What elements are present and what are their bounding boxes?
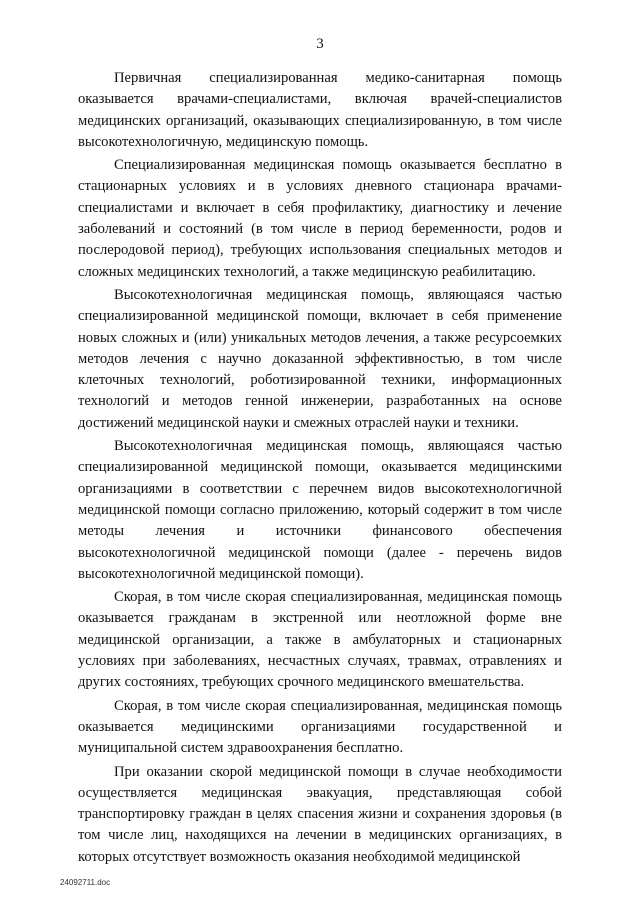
- paragraph-primary-care: Первичная специализированная медико-санитарная помощь оказывается врачами-специалистами, включая врачей-специалистов медицинских организаций, оказывающих специализированную, в том числе высокотехнологичную, медицинскую помощь.: [78, 70, 562, 150]
- paragraph-high-tech-care-definition: Высокотехнологичная медицинская помощь, являющаяся частью специализированной медицинской помощи, включает в себя применение новых сложных и (или) уникальных методов лечения, а также ресурсоемких методов лечения с научно доказанной эффективностью, в том числе клеточных технологий, роботизированной техники, информационных технологий и методов генной инженерии, разработанных на основе достижений медицинской науки и смежных отраслей науки и техники.: [78, 286, 562, 431]
- paragraph-emergency-care: Скорая, в том числе скорая специализированная, медицинская помощь оказывается гражданам в экстренной или неотложной форме вне медицинской организации, а также в амбулаторных и стационарных условиях при заболеваниях, несчастных случаях, травмах, отравлениях и других состояниях, требующих срочного медицинского вмешательства.: [78, 589, 562, 691]
- paragraph-specialized-care: Специализированная медицинская помощь оказывается бесплатно в стационарных условиях и в условиях дневного стационара врачами-специалистами и включает в себя профилактику, диагностику и лечение заболеваний и состояний (в том числе в период беременности, родов и послеродовой период), требующих использования специальных методов и сложных медицинских технологий, а также медицинскую реабилитацию.: [78, 157, 562, 280]
- paragraph-high-tech-care-provision: Высокотехнологичная медицинская помощь, являющаяся частью специализированной медицинской помощи, оказывается медицинскими организациями в соответствии с перечнем видов высокотехнологичной медицинской помощи согласно приложению, который содержит в том числе методы лечения и источники финансового обеспечения высокотехнологичной медицинской помощи (далее - перечень видов высокотехнологичной медицинской помощи).: [78, 438, 562, 582]
- paragraph-emergency-care-free: Скорая, в том числе скорая специализированная, медицинская помощь оказывается медицинскими организациями государственной и муниципальной систем здравоохранения бесплатно.: [78, 697, 562, 757]
- page-number: 3: [316, 36, 324, 52]
- document-body: [78, 68, 562, 868]
- document-filename: 24092711.doc: [60, 878, 111, 887]
- paragraph-medical-evacuation: При оказании скорой медицинской помощи в случае необходимости осуществляется медицинская эвакуация, представляющая собой транспортировку граждан в целях спасения жизни и сохранения здоровья (в том числе лиц, находящихся на лечении в медицинских организациях, в которых отсутствует возможность оказания необходимой медицинской: [78, 763, 562, 865]
